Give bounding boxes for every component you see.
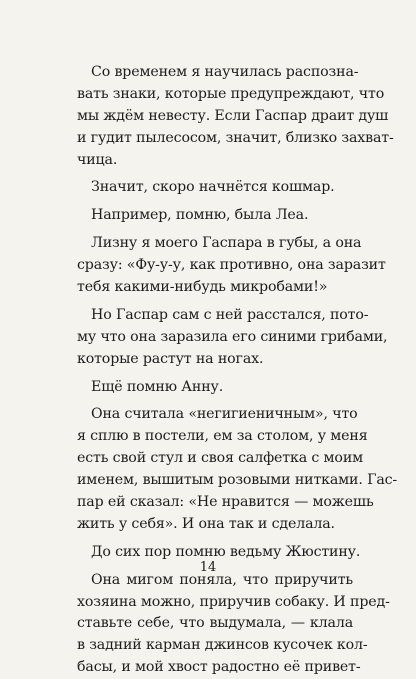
text-line: жить у себя». И она так и сделала. xyxy=(77,515,335,532)
text-line: Лизну я моего Гаспара в губы, а она xyxy=(91,235,362,252)
text-line: и гудит пылесосом, значит, близко захват- xyxy=(77,129,394,146)
text-line: Она мигом поняла, что приручить xyxy=(91,571,353,588)
paragraph xyxy=(77,570,390,679)
text-line: в задний карман джинсов кусочек кол- xyxy=(77,637,368,654)
text-line: Например, помню, была Леа. xyxy=(91,207,309,224)
paragraph xyxy=(77,177,353,199)
text-line: Ещё помню Анну. xyxy=(91,378,224,395)
text-line: Она считала «негигиеничным», что xyxy=(91,406,358,423)
paragraph xyxy=(77,305,388,371)
text-line: которые растут на ногах. xyxy=(77,350,264,367)
text-line: пар ей сказал: «Не нравится — можешь xyxy=(77,494,374,511)
paragraph xyxy=(77,62,394,171)
text-line: басы, и мой хвост радостно её привет- xyxy=(77,659,361,676)
text-line: ставьте себе, что выдумала, — клала xyxy=(77,615,353,632)
text-line: вать знаки, которые предупреждают, что xyxy=(77,85,385,102)
text-line: До сих пор помню ведьму Жюстину. xyxy=(91,543,361,560)
text-line: я сплю в постели, ем за столом, у меня xyxy=(77,428,368,445)
text-line: Но Гаспар сам с ней расстался, пото- xyxy=(91,306,369,323)
text-line: сразу: «Фу-у-у, как противно, она заразит xyxy=(77,257,386,274)
text-line: хозяина можно, приручив собаку. И пред- xyxy=(77,593,390,610)
body-text xyxy=(77,62,398,679)
text-line: му что она заразила его синими грибами, xyxy=(77,328,388,345)
paragraph xyxy=(77,233,386,299)
paragraph xyxy=(77,205,353,227)
text-line: мы ждём невесту. Если Гаспар драит душ xyxy=(77,107,389,124)
paragraph xyxy=(77,404,398,535)
text-line: Значит, скоро начнётся кошмар. xyxy=(91,179,335,196)
text-line: Со временем я научилась распозна- xyxy=(91,64,359,80)
text-line: есть свой стул и своя салфетка с моим xyxy=(77,450,364,467)
text-line: именем, вышитым розовыми нитками. Гас- xyxy=(77,472,398,489)
text-line: тебя какими-нибудь микробами!» xyxy=(77,279,328,296)
text-line: чица. xyxy=(77,151,118,168)
page-number: 14 xyxy=(199,560,217,575)
paragraph xyxy=(77,377,353,399)
